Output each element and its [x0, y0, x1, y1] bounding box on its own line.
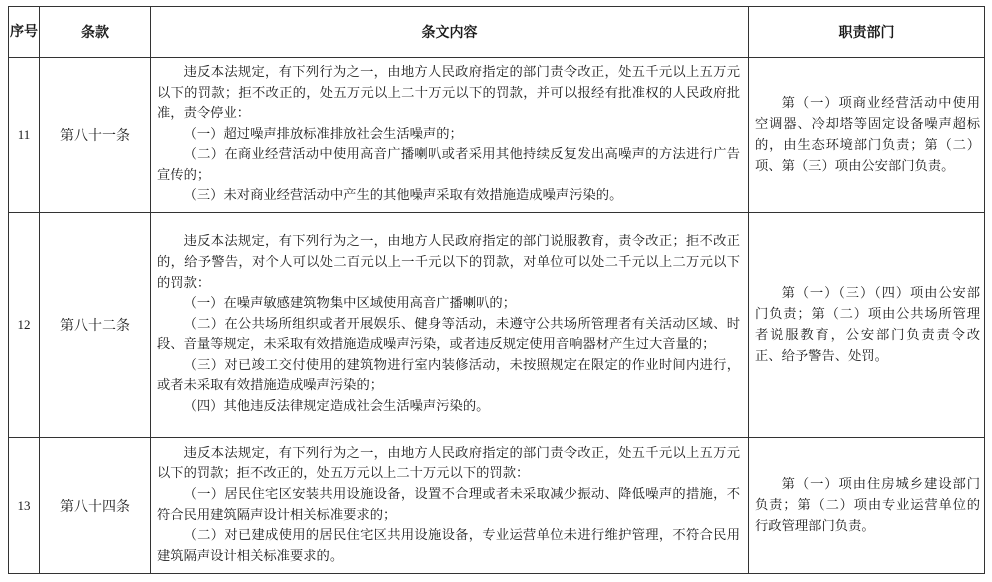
- row-content: [151, 438, 749, 574]
- content-item: （四）其他违反法律规定造成社会生活噪声污染的。: [183, 399, 490, 415]
- row-department: [749, 58, 985, 213]
- table-header-row: [9, 7, 985, 58]
- row-content: [151, 213, 749, 438]
- content-item: （二）在商业经营活动中使用高音广播喇叭或者采用其他持续反复发出高噪声的方法进行广告宣传的；: [157, 147, 740, 183]
- table-row: [9, 213, 985, 438]
- content-intro: 违反本法规定，有下列行为之一，由地方人民政府指定的部门说服教育，责令改正；拒不改正的，给予警告，对个人可以处二百元以上一千元以下的罚款，对单位可以处二千元以上二万元以下的罚款：: [157, 234, 740, 291]
- department-text: 第（一）项由住房城乡建设部门负责；第（二）项由专业运营单位的行政管理部门负责。: [755, 477, 980, 534]
- content-intro: 违反本法规定，有下列行为之一，由地方人民政府指定的部门责令改正，处五千元以上五万元以下的罚款；拒不改正的，处五万元以上二十万元以下的罚款：: [157, 445, 740, 482]
- header-index: 序号: [9, 7, 40, 58]
- content-item: （二）对已建成使用的居民住宅区共用设施设备，专业运营单位未进行维护管理，不符合民用建筑隔声设计相关标准要求的。: [157, 528, 740, 564]
- row-index: 13: [9, 438, 40, 574]
- row-index: 12: [9, 213, 40, 438]
- content-item: （三）未对商业经营活动中产生的其他噪声采取有效措施造成噪声污染的。: [183, 188, 623, 204]
- header-article: 条款: [40, 7, 151, 58]
- row-content: [151, 58, 749, 213]
- row-department: [749, 438, 985, 574]
- content-item: （一）超过噪声排放标准排放社会生活噪声的；: [183, 126, 463, 142]
- row-article: 第八十四条: [40, 438, 151, 574]
- content-item: （一）在噪声敏感建筑物集中区域使用高音广播喇叭的；: [183, 296, 517, 312]
- header-department: 职责部门: [749, 7, 985, 58]
- content-item: （二）在公共场所组织或者开展娱乐、健身等活动，未遵守公共场所管理者有关活动区域、时段、音量等规定，未采取有效措施造成噪声污染，或者违反规定使用音响器材产生过大音量的；: [157, 316, 740, 353]
- row-article: 第八十二条: [40, 213, 151, 438]
- content-item: （三）对已竣工交付使用的建筑物进行室内装修活动，未按照规定在限定的作业时间内进行，或者未采取有效措施造成噪声污染的；: [157, 357, 740, 394]
- content-item: （一）居民住宅区安装共用设施设备，设置不合理或者未采取减少振动、降低噪声的措施，不符合民用建筑隔声设计相关标准要求的；: [157, 486, 740, 523]
- regulation-table-container: [8, 6, 984, 574]
- regulation-table: [8, 6, 985, 574]
- table-row: [9, 58, 985, 213]
- row-article: 第八十一条: [40, 58, 151, 213]
- department-text: 第（一）项商业经营活动中使用空调器、冷却塔等固定设备噪声超标的，由生态环境部门负责；第（二）项、第（三）项由公安部门负责。: [755, 96, 980, 174]
- header-content: 条文内容: [151, 7, 749, 58]
- department-text: 第（一）（三）（四）项由公安部门负责；第（二）项由公共场所管理者说服教育，公安部门负责责令改正、给予警告、处罚。: [755, 286, 980, 364]
- row-department: [749, 213, 985, 438]
- content-intro: 违反本法规定，有下列行为之一，由地方人民政府指定的部门责令改正，处五千元以上五万元以下的罚款；拒不改正的，处五万元以上二十万元以下的罚款，并可以报经有批准权的人民政府批准，责令停业：: [157, 64, 740, 122]
- row-index: 11: [9, 58, 40, 213]
- table-row: [9, 438, 985, 574]
